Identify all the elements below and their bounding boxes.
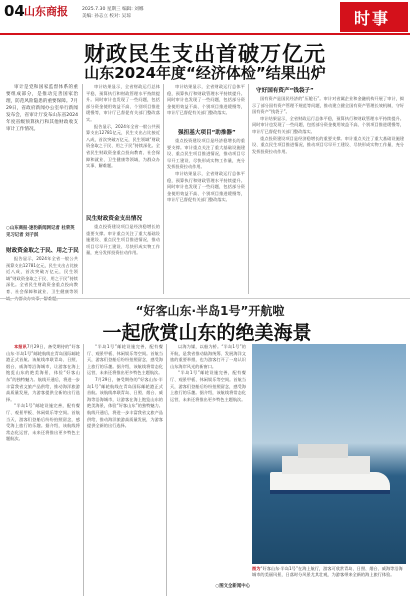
ship-bridge xyxy=(298,444,348,458)
lead-text: 审计是党和国家监督体系的重要组成部分，是推动完善国家治理，防范风险隐患的重要保障。7月29日，省政府新闻办公室举行新闻发布会，省审计厅发布山东省2024年度省级预算执行和其他财政收支审计工作情况。 xyxy=(6,85,78,132)
caption-label: 图为 xyxy=(252,566,261,571)
s2-col1-text2: “半岛1号”邮轮设施完善，配有餐厅、观景甲板、休闲娱乐等空间。首航当天，游客们登船后纷纷拍照留念，感受海上旅行的乐趣。据介绍，该航线将常态化运营，未来还将推出更多特色主题航次。 xyxy=(6,403,80,442)
story1-col2 xyxy=(86,84,160,210)
story-divider xyxy=(0,298,410,299)
editor-credits: 美编: 孙志立 校对: 吴琼 xyxy=(82,14,131,19)
story1-subhead: 山东2024年度“经济体检”结果出炉 xyxy=(84,64,326,82)
issue-date: 2025.7.30 星期三 编辑: 刘娜 xyxy=(82,7,144,12)
story2-byline: ○图文全新闻中心 xyxy=(215,584,250,589)
story1-col2b xyxy=(86,224,160,292)
story1-col3 xyxy=(167,84,245,126)
col4-text-cont2: 重点投资建设项目是经济稳增长的重要支撑。审计重点关注了重大基础设施建设、重点民生项目推进情况，推动项目尽早开工建设、尽快形成实物工作量，充分发挥投资拉动作用。 xyxy=(252,135,404,154)
section-head-2: 民生财政资金支出情况 xyxy=(86,216,142,222)
story2-col2 xyxy=(87,344,163,596)
caption-text: “好客山东·半岛1号”在海上航行，游客可欣赏青岛、日照、烟台、威海等沿海城市的美丽风景，日落时分风景尤其壮观，为游客带来全新的海上旅行体验。 xyxy=(252,566,403,577)
col4-text-cont: 审计结果显示，全省财政运行总体平稳，预算执行和财政管理水平持续提升。同时审计也发现了一些问题，包括部分资金使用效益不高、个别项目推进缓慢等，审计厅已督促有关部门整改落实。 xyxy=(252,115,404,134)
story1-col4 xyxy=(252,96,404,292)
s2-col3-text: 以海为媒，以船为桥。“半岛1号”的开航，是我省推动陆海统筹、发展海洋文旅的重要举措，也为游客打开了一扇认识山东海岸风光的新窗口。 xyxy=(170,344,246,369)
story1-col3b xyxy=(167,138,245,292)
section-head-4: 守好国有资产“钱袋子” xyxy=(256,88,314,94)
ship-stripe xyxy=(270,490,390,494)
intro-label: 本报讯 xyxy=(14,344,27,349)
section-label: 时事 xyxy=(354,9,391,28)
col2-text-cont: 报告显示，2024年全省一般公共预算支出12781亿元，民生支出占比接近八成，首次突破万亿元，民生领域“财政资金取之于民、用之于民”持续深化。全省民生财政资金重点投向教育、社会保障和就业、卫生健康等领域，为群众办实事、解难题。 xyxy=(86,123,160,169)
story1-lead xyxy=(6,84,78,222)
col2-text: 审计结果显示，全省财政运行总体平稳，预算执行和财政管理水平持续提升。同时审计也发现了一些问题，包括部分资金使用效益不高、个别项目推进缓慢等，审计厅已督促有关部门整改落实。 xyxy=(86,84,160,122)
header-rule xyxy=(0,33,410,35)
story2-col1 xyxy=(6,344,80,596)
story2-headline: 一起欣赏山东的绝美海景 xyxy=(102,322,312,344)
column-divider xyxy=(166,344,167,596)
story1-byline: ○山东商报·速豹新闻网记者 杜荣英 见习记者 刘子淇 xyxy=(6,226,75,238)
col4-text: 国有资产是国民经济的“压舱石”。审计对省属企业和金融机构开展了审计，揭示了部分国有资产管理不规范等问题，推动建立健全国有资产管理长效机制，守好国有资产“钱袋子”。 xyxy=(252,96,404,115)
section-head-1: 财政资金取之于民、用之于民 xyxy=(6,248,79,254)
col3b-text: 重点投资建设项目是经济稳增长的重要支撑。审计重点关注了重大基础设施建设、重点民生项目推进情况，推动项目尽早开工建设、尽快形成实物工作量，充分发挥投资拉动作用。 xyxy=(167,138,245,170)
story1-headline: 财政民生支出首破万亿元 xyxy=(84,42,326,66)
photo-caption xyxy=(252,566,406,600)
s2-col2-text2: 7月29日，备受期待的“好客山东·半岛1号”邮轮航线在青岛国际邮轮港正式首航。该航线串联青岛、日照、烟台、威海等沿海城市，让游客在海上饱览山东的绝美海景，体验“好客山东”的独特魅力。航线开通后，将进一步丰富我省文旅产品供给，推动海洋旅游高质量发展，为游客提供全新的出行选择。 xyxy=(87,376,163,429)
column-divider xyxy=(163,84,164,294)
cruise-ship-photo xyxy=(252,344,406,564)
col3b-text-cont: 审计结果显示，全省财政运行总体平稳，预算执行和财政管理水平持续提升。同时审计也发现了一些问题，包括部分资金使用效益不高、个别项目推进缓慢等，审计厅已督促有关部门整改落实。 xyxy=(167,170,245,203)
column-divider xyxy=(83,344,84,596)
story1-col1 xyxy=(6,256,78,292)
story2-col3 xyxy=(170,344,246,578)
section-name: 山东商报 xyxy=(24,5,68,18)
col1-text: 报告显示，2024年全省一般公共预算支出12781亿元，民生支出占比接近八成，首次突破万亿元，民生领域“财政资金取之于民、用之于民”持续深化。全省民生财政资金重点投向教育、社会保障和就业、卫生健康等领 xyxy=(6,256,78,294)
page-number: 04 xyxy=(4,2,25,20)
s2-col2-text: “半岛1号”邮轮设施完善，配有餐厅、观景甲板、休闲娱乐等空间。首航当天，游客们登船后纷纷拍照留念，感受海上旅行的乐趣。据介绍，该航线将常态化运营，未来还将推出更多特色主题航次。 xyxy=(87,344,163,376)
section-head-3: 强担基大项目“助推器” xyxy=(178,130,236,136)
ship-deck xyxy=(282,456,370,474)
column-divider xyxy=(248,84,249,294)
story2-kicker: “好客山东·半岛1号”开航啦 xyxy=(135,304,285,318)
col2b-text: 重点投资建设项目是经济稳增长的重要支撑。审计重点关注了重大基础设施建设、重点民生项目推进情况，推动项目尽早开工建设、尽快形成实物工作量，充分发挥投资拉动作用。 xyxy=(86,224,160,256)
col3-text: 审计结果显示，全省财政运行总体平稳，预算执行和财政管理水平持续提升。同时审计也发现了一些问题，包括部分资金使用效益不高、个别项目推进缓慢等，审计厅已督促有关部门整改落实。 xyxy=(167,84,245,116)
page-header xyxy=(0,0,410,34)
column-divider xyxy=(82,84,83,294)
s2-col3-text2: “半岛1号”邮轮设施完善，配有餐厅、观景甲板、休闲娱乐等空间。首航当天，游客们登船后纷纷拍照留念，感受海上旅行的乐趣。据介绍，该航线将常态化运营，未来还将推出更多特色主题航次。 xyxy=(170,370,246,402)
section-label-block xyxy=(340,2,408,32)
s2-col1-text: 7月29日，备受期待的“好客山东·半岛1号”邮轮航线在青岛国际邮轮港正式首航。该航线串联青岛、日照、烟台、威海等沿海城市，让游客在海上饱览山东的绝美海景，体验“好客山东”的独特魅力。航线开通后，将进一步丰富我省文旅产品供给，推动海洋旅游高质量发展，为游客提供全新的出行选择。 xyxy=(6,344,80,402)
